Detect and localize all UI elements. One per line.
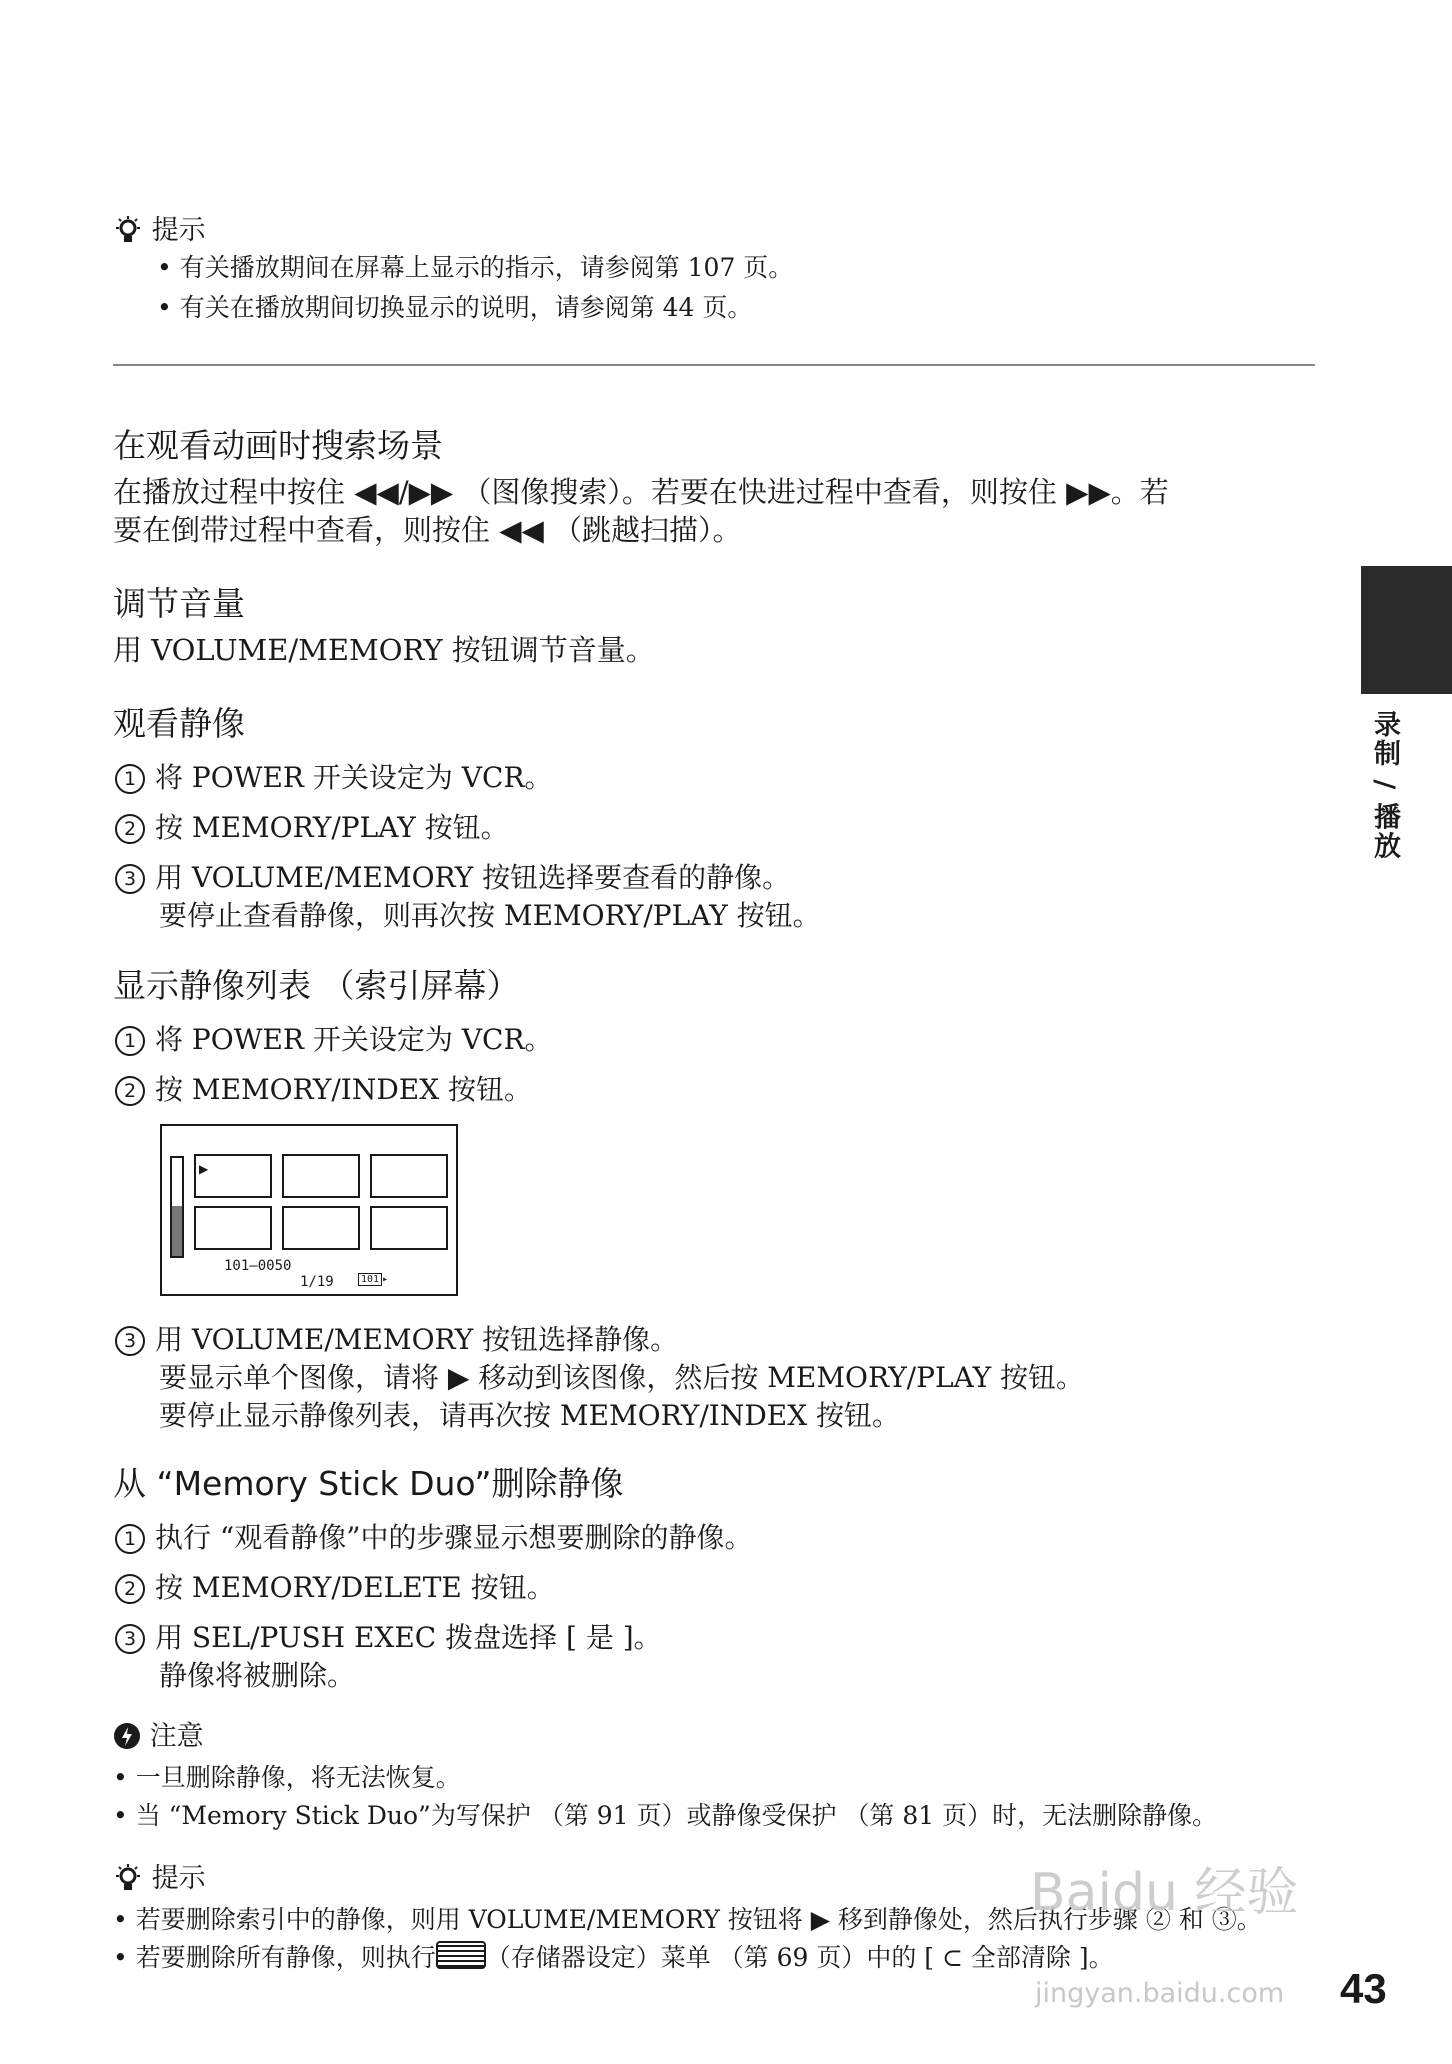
tip-bulb-icon (113, 1869, 152, 1900)
page-number: 43 (1340, 1965, 1387, 2012)
file-number: 101–0050 (224, 1258, 292, 1274)
tip-item: • 若要删除所有静像，则执行 （存储器设定）菜单 （第 69 页）中的 [ ⊂ 全部清除 ]。 (113, 1943, 1114, 1972)
scrollbar-fill (172, 1206, 182, 1256)
folder-arrow-icon: ▸ (382, 1274, 389, 1285)
thumbnail (194, 1206, 272, 1250)
caution-item: • 当 “Memory Stick Duo”为写保护 （第 91 页）或静像受保护 （第 81 页）时，无法删除静像。 (113, 1801, 1218, 1830)
section-heading-search: 在观看动画时搜索场景 (113, 426, 443, 465)
step-subtext: 要显示单个图像，请将 ▶ 移动到该图像，然后按 MEMORY/PLAY 按钮。 (159, 1361, 1085, 1394)
step-item: 2 按 MEMORY/INDEX 按钮。 (115, 1068, 532, 1108)
folder-badge: 101 ▸ (358, 1274, 388, 1285)
tip-title: 提示 (151, 215, 206, 246)
step-subtext: 要停止查看静像，则再次按 MEMORY/PLAY 按钮。 (159, 899, 821, 932)
chapter-label: 录制 / 播放 (1369, 710, 1400, 861)
page-counter: 1/19 (300, 1274, 334, 1290)
section-heading-delete: 从 “Memory Stick Duo”删除静像 (113, 1464, 624, 1503)
caution-title: 注意 (149, 1721, 204, 1752)
caution-icon (113, 1726, 150, 1757)
section-heading-still: 观看静像 (113, 704, 245, 743)
tip-bulb-icon (113, 221, 152, 252)
thumbnail (194, 1154, 272, 1198)
thumbnail (370, 1206, 448, 1250)
volume-text: 用 VOLUME/MEMORY 按钮调节音量。 (113, 633, 655, 667)
tip-item: • 若要删除索引中的静像，则用 VOLUME/MEMORY 按钮将 ▶ 移到静像处，然后执行步骤 ② 和 ③。 (113, 1905, 1262, 1934)
thumbnail (370, 1154, 448, 1198)
divider (113, 364, 1315, 366)
tip-item: • 有关在播放期间切换显示的说明，请参阅第 44 页。 (157, 293, 753, 322)
watermark-url: jingyan.baidu.com (1035, 1978, 1285, 2009)
thumbnail (282, 1206, 360, 1250)
step-subtext: 要停止显示静像列表，请再次按 MEMORY/INDEX 按钮。 (159, 1399, 901, 1432)
section-heading-volume: 调节音量 (113, 584, 245, 623)
caution-header (113, 1714, 204, 1757)
index-screen-illustration (160, 1124, 458, 1296)
step-item: 2 按 MEMORY/PLAY 按钮。 (115, 806, 509, 846)
step-item: 3 用 VOLUME/MEMORY 按钮选择要查看的静像。 (115, 856, 790, 896)
chapter-tab (1361, 566, 1452, 694)
search-text-line1: 在播放过程中按住 ◀◀/▶▶ （图像搜索）。若要在快进过程中查看，则按住 ▶▶。若 (113, 475, 1169, 509)
step-subtext: 静像将被删除。 (159, 1659, 356, 1692)
caution-item: • 一旦删除静像，将无法恢复。 (113, 1763, 461, 1792)
step-item: 2 按 MEMORY/DELETE 按钮。 (115, 1566, 555, 1606)
step-item: 1 将 POWER 开关设定为 VCR。 (115, 756, 553, 796)
memory-settings-icon (436, 1941, 486, 1969)
tip-title: 提示 (151, 1863, 206, 1894)
step-item: 1 将 POWER 开关设定为 VCR。 (115, 1018, 553, 1058)
search-text-line2: 要在倒带过程中查看，则按住 ◀◀ （跳越扫描）。 (113, 513, 742, 547)
section-heading-index: 显示静像列表 （索引屏幕） (113, 966, 520, 1005)
tip-header (113, 208, 206, 252)
cursor-arrow-icon: ▶ (199, 1162, 209, 1176)
step-item: 3 用 VOLUME/MEMORY 按钮选择静像。 (115, 1318, 678, 1358)
index-scrollbar (170, 1156, 184, 1258)
watermark-logo: Baidu 经验 (1030, 1863, 1299, 1923)
tip-item: • 有关播放期间在屏幕上显示的指示，请参阅第 107 页。 (157, 253, 794, 282)
step-item: 3 用 SEL/PUSH EXEC 拨盘选择 [ 是 ]。 (115, 1616, 662, 1656)
thumbnail (282, 1154, 360, 1198)
step-item: 1 执行 “观看静像”中的步骤显示想要删除的静像。 (115, 1516, 753, 1556)
tip-header (113, 1856, 206, 1900)
